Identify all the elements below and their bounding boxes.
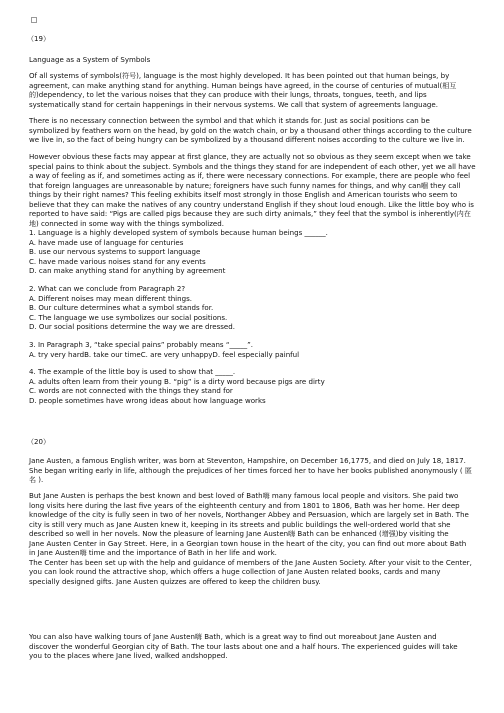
question-stem: 2. What can we conclude from Paragraph 2?	[29, 284, 186, 293]
paragraph-line: described so well in her novels. Now the pleasure of learning Jane Austen嗨 Bath can be enhanced (增强)by visiting the	[29, 529, 449, 539]
answer-option: A. try very hardB. take our timeC. are very unhappyD. feel especially painful	[29, 349, 300, 359]
paragraph-line: Of all systems of symbols(符号), language is the most highly developed. It has been pointed out that human beings, by	[29, 71, 450, 80]
paragraph-line: in Jane Austen嗨 time and the importance of Bath in her life and work.	[29, 548, 277, 558]
paragraph-line: discover the wonderful Georgian city of Bath. The tour lasts about one and a half hours. The experienced guides will take	[29, 641, 458, 651]
paragraph-line: The Center has been set up with the help and guidance of members of the Jane Austen Society. After your visit to the Center,	[29, 557, 472, 567]
paragraph-line: specially designed gifts. Jane Austen quizzes are offered to keep the children busy.	[29, 576, 321, 586]
answer-option: B. Our culture determines what a symbol stands for.	[29, 303, 214, 313]
paragraph-line: knowledge of the city is fully seen in two of her novels, Northanger Abbey and Persuasion, which are largely set in Bath. The	[29, 510, 469, 520]
paragraph-line: things by their right names? This feeling exhibits itself most strongly in those English and American tourists who seem to	[29, 190, 458, 200]
answer-option: D. people sometimes have wrong ideas about how language works	[29, 395, 266, 405]
paragraph-line: we live in, so the fact of being hungry can be symbolized by a thousand different noises according to the culture we live in.	[29, 135, 465, 145]
question-stem: 1. Language is a highly developed system of symbols because human beings ______.	[29, 228, 328, 237]
paragraph-line: You can also have walking tours of Jane Austen嗨 Bath, which is a great way to find out moreabout Jane Austen and	[29, 632, 437, 641]
paragraph-line: Jane Austen, a famous English writer, was born at Steventon, Hampshire, on December 16,1775, and died on July 18, 1817.	[29, 456, 466, 465]
paragraph-line: systematically stand for certain happenings in their nervous systems. We call that system of agreements language.	[29, 99, 438, 109]
paragraph-line: Jane Austen Center in Gay Street. Here, in a Georgian town house in the heart of the city, you can find out more about Bath	[29, 538, 467, 548]
paragraph-line: long visits here during the last five years of the eighteenth century and from 1801 to 1806, Bath was her home. Her deep	[29, 500, 460, 510]
paragraph-line: She began writing early in life, although the prejudices of her times forced her to have her books published anonymously ( 匿	[29, 465, 472, 475]
paragraph-line: 的)dependency, to let the various noises that they can produce with their lungs, throats, tongues, teeth, and lips	[29, 90, 427, 100]
answer-option: D. Our social positions determine the way we are dressed.	[29, 322, 235, 332]
section-number: （20）	[27, 437, 51, 446]
paragraph-line: There is no necessary connection between the symbol and that which it stands for. Just as social positions can be	[29, 116, 430, 125]
paragraph-line: symbolized by feathers worn on the head, by gold on the watch chain, or by a thousand other things according to the culture	[29, 125, 472, 135]
paragraph-line: a way of feeling as if, and sometimes acting as if, there were necessary connections. For example, there are people who feel	[29, 171, 471, 181]
answer-option: A. adults often learn from their young B. “pig” is a dirty word because pigs are dirty	[29, 376, 325, 386]
section-number: （19）	[27, 34, 51, 43]
question-stem: 4. The example of the little boy is used to show that _____.	[29, 367, 236, 376]
question-stem: 3. In Paragraph 3, “take special pains” probably means “_____”.	[29, 340, 254, 349]
answer-option: C. have made various noises stand for any events	[29, 256, 206, 266]
article-title: Language as a System of Symbols	[29, 55, 151, 64]
answer-option: C. The language we use symbolizes our social positions.	[29, 312, 228, 322]
paragraph-line: However obvious these facts may appear at first glance, they are actually not so obvious as they seem except when we take	[29, 152, 471, 161]
answer-option: B. use our nervous systems to support language	[29, 247, 201, 257]
answer-option: C. words are not connected with the things they stand for	[29, 386, 233, 396]
answer-option: A. Different noises may mean different things.	[29, 293, 192, 303]
paragraph-line: special pains to think about the subject. Symbols and the things they stand for are independent of each other, yet we all have	[29, 161, 476, 171]
paragraph-line: 名 ).	[29, 475, 44, 485]
paragraph-line: that foreign languages are unreasonable by nature; foreigners have such funny names for things, and why can嗰 they call	[29, 180, 461, 190]
paragraph-line: But Jane Austen is perhaps the best known and best loved of Bath嗨 many famous local people and visitors. She paid two	[29, 491, 459, 500]
paragraph-line: 地) connected in some way with the things symbolized.	[29, 218, 224, 228]
paragraph-line: you to the places where Jane lived, walked andshopped.	[29, 651, 228, 661]
paragraph-line: agreement, can make anything stand for anything. Human beings have agreed, in the course of centuries of mutual(相互	[29, 80, 457, 90]
paragraph-line: believe that they can make the natives of any country understand English if they shout loud enough. Like the little boy who is	[29, 199, 474, 209]
paragraph-line: you can look round the attractive shop, which offers a huge collection of Jane Austen related books, cards and many	[29, 567, 441, 577]
paragraph-line: reported to have said: “Pigs are called pigs because they are such dirty animals,” they feel that the symbol is inherently(内在	[29, 209, 471, 219]
page-marker	[31, 17, 37, 23]
paragraph-line: city is still very much as Jane Austen knew it, keeping in its streets and public buildings the well-ordered world that she	[29, 519, 451, 529]
answer-option: D. can make anything stand for anything by agreement	[29, 266, 226, 276]
answer-option: A. have made use of language for centuries	[29, 237, 184, 247]
